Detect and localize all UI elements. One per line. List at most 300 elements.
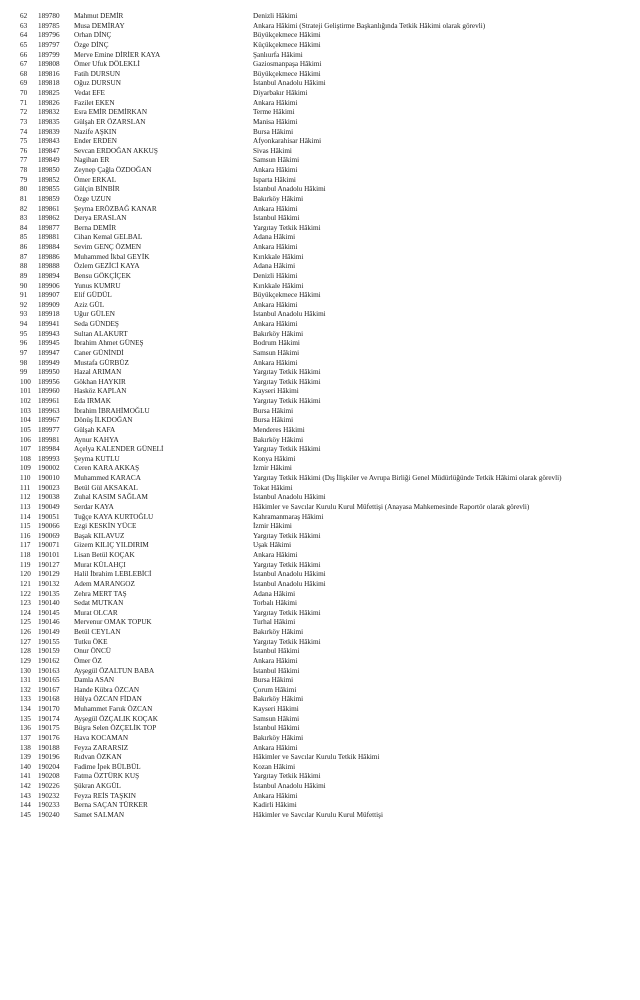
- row-number: 103: [20, 406, 31, 415]
- row-number: 97: [20, 348, 28, 357]
- position-title: Torbalı Hâkimi: [253, 599, 298, 608]
- registry-number: 190174: [38, 714, 60, 723]
- row-number: 129: [20, 656, 31, 665]
- person-name: Murat OLCAR: [74, 608, 118, 617]
- list-item: [0, 416, 640, 426]
- position-title: Terme Hâkimi: [253, 108, 295, 117]
- position-title: İstanbul Anadolu Hâkimi: [253, 570, 326, 579]
- row-number: 80: [20, 185, 28, 194]
- person-name: Aziz GÜL: [74, 300, 105, 309]
- position-title: İzmir Hâkimi: [253, 522, 292, 531]
- person-name: Muhammet Faruk ÖZCAN: [74, 705, 153, 713]
- registry-number: 189906: [38, 281, 60, 290]
- list-item: [0, 301, 640, 311]
- position-title: Kozan Hâkimi: [253, 762, 296, 771]
- list-item: [0, 599, 640, 609]
- position-title: Ankara Hâkimi: [253, 551, 298, 559]
- registry-number: 190163: [38, 666, 60, 675]
- registry-number: 189960: [38, 387, 60, 396]
- position-title: Samsun Hâkimi: [253, 348, 300, 357]
- position-title: İstanbul Hâkimi: [253, 666, 300, 675]
- position-title: Ankara Hâkimi: [253, 98, 298, 107]
- row-number: 65: [20, 40, 28, 49]
- person-name: Nagihan ER: [74, 156, 110, 165]
- registry-number: 190071: [38, 541, 60, 550]
- position-title: Kayseri Hâkimi: [253, 387, 299, 396]
- row-number: 68: [20, 69, 28, 78]
- row-number: 83: [20, 214, 28, 223]
- registry-number: 189835: [38, 117, 60, 126]
- row-number: 106: [20, 435, 31, 444]
- row-number: 102: [20, 397, 31, 405]
- registry-number: 190038: [38, 493, 60, 502]
- list-item: [0, 128, 640, 138]
- list-item: [0, 378, 640, 388]
- row-number: 79: [20, 175, 28, 184]
- registry-number: 190140: [38, 599, 60, 608]
- row-number: 74: [20, 127, 28, 136]
- registry-number: 189832: [38, 108, 60, 117]
- person-name: Açelya KALENDER GÜNELİ: [74, 445, 164, 454]
- registry-number: 189947: [38, 348, 60, 357]
- registry-number: 189785: [38, 21, 60, 30]
- person-name: Ömer Ufuk DÖLEKLİ: [74, 60, 140, 69]
- person-name: Mervenur OMAK TOPUK: [74, 618, 152, 627]
- list-item: [0, 753, 640, 763]
- row-number: 62: [20, 12, 28, 20]
- row-number: 67: [20, 60, 28, 69]
- person-name: Ayşegül ÖZÇALIK KOÇAK: [74, 714, 158, 723]
- row-number: 145: [20, 810, 31, 819]
- row-number: 72: [20, 108, 28, 117]
- person-name: Betül Gül AKSAKAL: [74, 483, 138, 492]
- person-name: Tutku ÖKE: [74, 637, 108, 646]
- registry-number: 189799: [38, 50, 60, 59]
- registry-number: 189861: [38, 204, 60, 213]
- list-item: [0, 686, 640, 696]
- list-item: [0, 590, 640, 600]
- person-name: Feyza REİS TAŞKIN: [74, 791, 136, 800]
- list-item: [0, 176, 640, 186]
- registry-number: 189816: [38, 69, 60, 78]
- row-number: 90: [20, 281, 28, 290]
- list-item: [0, 715, 640, 725]
- person-name: Şeyma KUTLU: [74, 454, 120, 463]
- list-item: [0, 79, 640, 89]
- registry-number: 190069: [38, 531, 60, 540]
- person-name: Seda GÜNDEŞ: [74, 320, 119, 328]
- list-item: [0, 147, 640, 157]
- position-title: Isparta Hâkimi: [253, 175, 296, 184]
- registry-number: 189961: [38, 397, 60, 405]
- person-name: Mahmut DEMİR: [74, 12, 124, 20]
- row-number: 122: [20, 589, 31, 598]
- row-number: 100: [20, 377, 31, 386]
- position-title: Bursa Hâkimi: [253, 127, 294, 136]
- registry-number: 190146: [38, 618, 60, 627]
- row-number: 113: [20, 502, 31, 511]
- position-title: Kahramanmaraş Hâkimi: [253, 512, 324, 521]
- position-title: Bakırköy Hâkimi: [253, 695, 304, 704]
- row-number: 96: [20, 339, 28, 348]
- position-title: İstanbul Anadolu Hâkimi: [253, 310, 326, 319]
- row-number: 127: [20, 637, 31, 646]
- row-number: 85: [20, 233, 28, 242]
- registry-number: 190132: [38, 579, 60, 588]
- position-title: Hâkimler ve Savcılar Kurulu Kurul Müfettişi (Anayasa Mahkemesinde Raportör olarak görevli): [253, 502, 530, 511]
- registry-number: 189843: [38, 137, 60, 146]
- position-title: Diyarbakır Hâkimi: [253, 89, 308, 97]
- position-title: Denizli Hâkimi: [253, 12, 298, 20]
- position-title: Bakırköy Hâkimi: [253, 435, 304, 444]
- person-name: Hava KOCAMAN: [74, 733, 129, 742]
- position-title: Büyükçekmece Hâkimi: [253, 69, 321, 78]
- person-name: Serdar KAYA: [74, 502, 114, 511]
- registry-number: 189956: [38, 377, 60, 386]
- person-name: Başak KILAVUZ: [74, 531, 125, 540]
- row-number: 131: [20, 676, 31, 685]
- registry-number: 189797: [38, 40, 60, 49]
- position-title: Bakırköy Hâkimi: [253, 194, 304, 203]
- row-number: 121: [20, 579, 31, 588]
- registry-number: 190162: [38, 656, 60, 665]
- person-name: Hazal ARIMAN: [74, 368, 122, 377]
- registry-number: 189859: [38, 194, 60, 203]
- position-title: Konya Hâkimi: [253, 454, 296, 463]
- position-title: Bakırköy Hâkimi: [253, 329, 304, 338]
- position-title: Yargıtay Tetkik Hâkimi: [253, 445, 321, 454]
- list-item: [0, 368, 640, 378]
- registry-number: 189847: [38, 146, 60, 155]
- list-item: [0, 551, 640, 561]
- row-number: 82: [20, 204, 28, 213]
- person-name: Rıdvan ÖZKAN: [74, 753, 122, 762]
- person-name: Özge UZUN: [74, 194, 111, 203]
- position-title: Ankara Hâkimi (Strateji Geliştirme Başkanlığında Tetkik Hâkimi olarak görevli): [253, 21, 486, 30]
- list-item: [0, 811, 640, 821]
- list-item: [0, 792, 640, 802]
- registry-number: 190170: [38, 705, 60, 713]
- row-number: 98: [20, 358, 28, 367]
- list-item: [0, 99, 640, 109]
- row-number: 69: [20, 79, 28, 88]
- row-number: 138: [20, 743, 31, 752]
- registry-number: 189950: [38, 368, 60, 377]
- position-title: İstanbul Hâkimi: [253, 214, 300, 223]
- registry-number: 189881: [38, 233, 60, 242]
- list-item: [0, 22, 640, 32]
- registry-number: 190135: [38, 589, 60, 598]
- row-number: 78: [20, 166, 28, 174]
- person-name: Gizem KILIÇ YILDIRIM: [74, 541, 149, 550]
- row-number: 125: [20, 618, 31, 627]
- row-number: 126: [20, 628, 31, 636]
- position-title: Bursa Hâkimi: [253, 406, 294, 415]
- registry-number: 189981: [38, 435, 60, 444]
- list-item: [0, 51, 640, 61]
- person-name: Betül CEYLAN: [74, 628, 121, 636]
- list-item: [0, 108, 640, 118]
- list-item: [0, 618, 640, 628]
- list-item: [0, 89, 640, 99]
- position-title: Hâkimler ve Savcılar Kurulu Tetkik Hâkimi: [253, 753, 380, 762]
- person-name: Dönüş İLKDOĞAN: [74, 416, 133, 425]
- position-title: İzmir Hâkimi: [253, 464, 292, 473]
- registry-number: 190066: [38, 522, 60, 531]
- list-item: [0, 166, 640, 176]
- list-item: [0, 137, 640, 147]
- person-name: Gökhan HAYKIR: [74, 377, 126, 386]
- person-name: Fatih DURSUN: [74, 69, 121, 78]
- position-title: Samsun Hâkimi: [253, 156, 300, 165]
- row-number: 109: [20, 464, 31, 473]
- row-number: 144: [20, 801, 31, 810]
- row-number: 128: [20, 647, 31, 656]
- person-name: Oğuz DURSUN: [74, 79, 121, 88]
- registry-number: 189918: [38, 310, 60, 319]
- position-title: Yargıtay Tetkik Hâkimi: [253, 608, 321, 617]
- registry-number: 189818: [38, 79, 60, 88]
- person-name: Şeyma ERÖZBAĞ KANAR: [74, 204, 157, 213]
- position-title: Menderes Hâkimi: [253, 425, 305, 434]
- list-item: [0, 695, 640, 705]
- position-title: Ankara Hâkimi: [253, 300, 298, 309]
- person-name: Ömer ÖZ: [74, 656, 102, 665]
- position-title: Adana Hâkimi: [253, 233, 296, 242]
- list-item: [0, 205, 640, 215]
- position-title: Kırıkkale Hâkimi: [253, 281, 304, 290]
- list-item: [0, 41, 640, 51]
- position-title: Bakırköy Hâkimi: [253, 733, 304, 742]
- list-item: [0, 349, 640, 359]
- position-title: İstanbul Hâkimi: [253, 647, 300, 656]
- person-name: Zeynep Çağla ÖZDOĞAN: [74, 166, 152, 174]
- list-item: [0, 253, 640, 263]
- list-item: [0, 407, 640, 417]
- list-item: [0, 667, 640, 677]
- list-item: [0, 638, 640, 648]
- list-item: [0, 118, 640, 128]
- registry-number: 190145: [38, 608, 60, 617]
- row-number: 91: [20, 291, 28, 300]
- position-title: Sivas Hâkimi: [253, 146, 292, 155]
- row-number: 64: [20, 31, 28, 40]
- position-title: Yargıtay Tetkik Hâkimi (Dış İlişkiler ve Avrupa Birliği Genel Müdürlüğünde Tetkik Hâkimi olarak görevli): [253, 474, 562, 482]
- list-item: [0, 657, 640, 667]
- registry-number: 190175: [38, 724, 60, 733]
- position-title: Bursa Hâkimi: [253, 416, 294, 425]
- registry-number: 190159: [38, 647, 60, 656]
- row-number: 143: [20, 791, 31, 800]
- row-number: 119: [20, 560, 31, 569]
- row-number: 101: [20, 387, 31, 396]
- list-item: [0, 243, 640, 253]
- position-title: Tokat Hâkimi: [253, 483, 293, 492]
- row-number: 123: [20, 599, 31, 608]
- row-number: 93: [20, 310, 28, 319]
- row-number: 118: [20, 551, 31, 559]
- registry-number: 190167: [38, 685, 60, 694]
- position-title: Çorum Hâkimi: [253, 685, 297, 694]
- registry-number: 190196: [38, 753, 60, 762]
- position-title: Samsun Hâkimi: [253, 714, 300, 723]
- position-title: Ankara Hâkimi: [253, 166, 298, 174]
- list-item: [0, 339, 640, 349]
- position-title: Yargıtay Tetkik Hâkimi: [253, 377, 321, 386]
- position-title: Büyükçekmece Hâkimi: [253, 31, 321, 40]
- list-item: [0, 262, 640, 272]
- registry-number: 190127: [38, 560, 60, 569]
- person-name: İbrahim İBRAHİMOĞLU: [74, 406, 150, 415]
- position-title: İstanbul Anadolu Hâkimi: [253, 579, 326, 588]
- row-number: 114: [20, 512, 31, 521]
- list-item: [0, 484, 640, 494]
- registry-number: 190023: [38, 483, 60, 492]
- row-number: 116: [20, 531, 31, 540]
- list-item: [0, 282, 640, 292]
- person-name: İbrahim Ahmet GÜNEŞ: [74, 339, 144, 348]
- registry-number: 190204: [38, 762, 60, 771]
- registry-number: 190208: [38, 772, 60, 781]
- person-name: Fadime İpek BÜLBÜL: [74, 762, 141, 771]
- position-title: İstanbul Anadolu Hâkimi: [253, 493, 326, 502]
- registry-number: 189855: [38, 185, 60, 194]
- row-number: 105: [20, 425, 31, 434]
- position-title: Adana Hâkimi: [253, 262, 296, 271]
- person-name: Esra EMİR DEMİRKAN: [74, 108, 148, 117]
- position-title: Büyükçekmece Hâkimi: [253, 291, 321, 300]
- position-title: Manisa Hâkimi: [253, 117, 298, 126]
- position-title: Gaziosmanpaşa Hâkimi: [253, 60, 322, 69]
- position-title: İstanbul Anadolu Hâkimi: [253, 79, 326, 88]
- list-item: [0, 310, 640, 320]
- person-name: Ceren KARA AKKAŞ: [74, 464, 140, 473]
- person-name: Eda IRMAK: [74, 397, 111, 405]
- position-title: Hâkimler ve Savcılar Kurulu Kurul Müfettişi: [253, 810, 383, 819]
- list-item: [0, 580, 640, 590]
- registry-number: 189884: [38, 243, 60, 251]
- list-item: [0, 445, 640, 455]
- list-item: [0, 426, 640, 436]
- position-title: Yargıtay Tetkik Hâkimi: [253, 397, 321, 405]
- position-title: Afyonkarahisar Hâkimi: [253, 137, 322, 146]
- list-item: [0, 801, 640, 811]
- list-item: [0, 513, 640, 523]
- registry-number: 189949: [38, 358, 60, 367]
- list-item: [0, 12, 640, 22]
- row-number: 94: [20, 320, 28, 328]
- registry-number: 189862: [38, 214, 60, 223]
- row-number: 135: [20, 714, 31, 723]
- registry-number: 189826: [38, 98, 60, 107]
- list-item: [0, 474, 640, 484]
- person-name: Tuğçe KAYA KURTOĞLU: [74, 512, 154, 521]
- row-number: 132: [20, 685, 31, 694]
- position-title: Yargıtay Tetkik Hâkimi: [253, 368, 321, 377]
- registry-number: 189886: [38, 252, 60, 261]
- position-title: Yargıtay Tetkik Hâkimi: [253, 531, 321, 540]
- person-name: Hande Kübra ÖZCAN: [74, 685, 140, 694]
- person-name: Lisan Betül KOÇAK: [74, 551, 135, 559]
- list-item: [0, 503, 640, 513]
- person-name: Ayşegül ÖZALTUN BABA: [74, 666, 155, 675]
- registry-number: 189963: [38, 406, 60, 415]
- row-number: 140: [20, 762, 31, 771]
- list-item: [0, 185, 640, 195]
- registry-number: 189780: [38, 12, 60, 20]
- row-number: 134: [20, 705, 31, 713]
- registry-number: 189849: [38, 156, 60, 165]
- row-number: 95: [20, 329, 28, 338]
- row-number: 104: [20, 416, 31, 425]
- list-item: [0, 570, 640, 580]
- registry-number: 190149: [38, 628, 60, 636]
- row-number: 92: [20, 300, 28, 309]
- list-item: [0, 156, 640, 166]
- position-title: İstanbul Hâkimi: [253, 724, 300, 733]
- person-name: Ezgi KESKİN YÜCE: [74, 522, 137, 531]
- list-item: [0, 291, 640, 301]
- person-name: Sevim GENÇ ÖZMEN: [74, 243, 142, 251]
- list-item: [0, 532, 640, 542]
- list-item: [0, 772, 640, 782]
- position-title: Ankara Hâkimi: [253, 358, 298, 367]
- list-item: [0, 609, 640, 619]
- registry-number: 189894: [38, 271, 60, 280]
- list-item: [0, 387, 640, 397]
- appointment-list: [0, 12, 640, 821]
- list-item: [0, 541, 640, 551]
- row-number: 139: [20, 753, 31, 762]
- person-name: Derya ERASLAN: [74, 214, 127, 223]
- row-number: 77: [20, 156, 28, 165]
- person-name: Muhammed İkbal GEYİK: [74, 252, 150, 261]
- person-name: Zehra MERT TAŞ: [74, 589, 127, 598]
- position-title: Ankara Hâkimi: [253, 656, 298, 665]
- person-name: Adem MARANGOZ: [74, 579, 135, 588]
- registry-number: 190051: [38, 512, 60, 521]
- registry-number: 190176: [38, 733, 60, 742]
- list-item: [0, 676, 640, 686]
- registry-number: 190233: [38, 801, 60, 810]
- row-number: 81: [20, 194, 28, 203]
- position-title: Adana Hâkimi: [253, 589, 296, 598]
- registry-number: 189941: [38, 320, 60, 328]
- person-name: Ender ERDEN: [74, 137, 117, 146]
- registry-number: 189984: [38, 445, 60, 454]
- person-name: Berna DEMİR: [74, 223, 117, 232]
- row-number: 110: [20, 474, 31, 482]
- person-name: Mustafa GÜRBÜZ: [74, 358, 129, 367]
- person-name: Muhammed KARACA: [74, 474, 141, 482]
- row-number: 75: [20, 137, 28, 146]
- person-name: Orhan DİNÇ: [74, 31, 112, 40]
- list-item: [0, 397, 640, 407]
- person-name: Damla ASAN: [74, 676, 115, 685]
- row-number: 107: [20, 445, 31, 454]
- list-item: [0, 60, 640, 70]
- position-title: Denizli Hâkimi: [253, 271, 298, 280]
- list-item: [0, 782, 640, 792]
- list-item: [0, 628, 640, 638]
- registry-number: 190240: [38, 810, 60, 819]
- list-item: [0, 763, 640, 773]
- row-number: 108: [20, 454, 31, 463]
- row-number: 86: [20, 243, 28, 251]
- person-name: Berna SAÇAN TÜRKER: [74, 801, 148, 810]
- list-item: [0, 724, 640, 734]
- person-name: Hülya ÖZCAN FİDAN: [74, 695, 142, 704]
